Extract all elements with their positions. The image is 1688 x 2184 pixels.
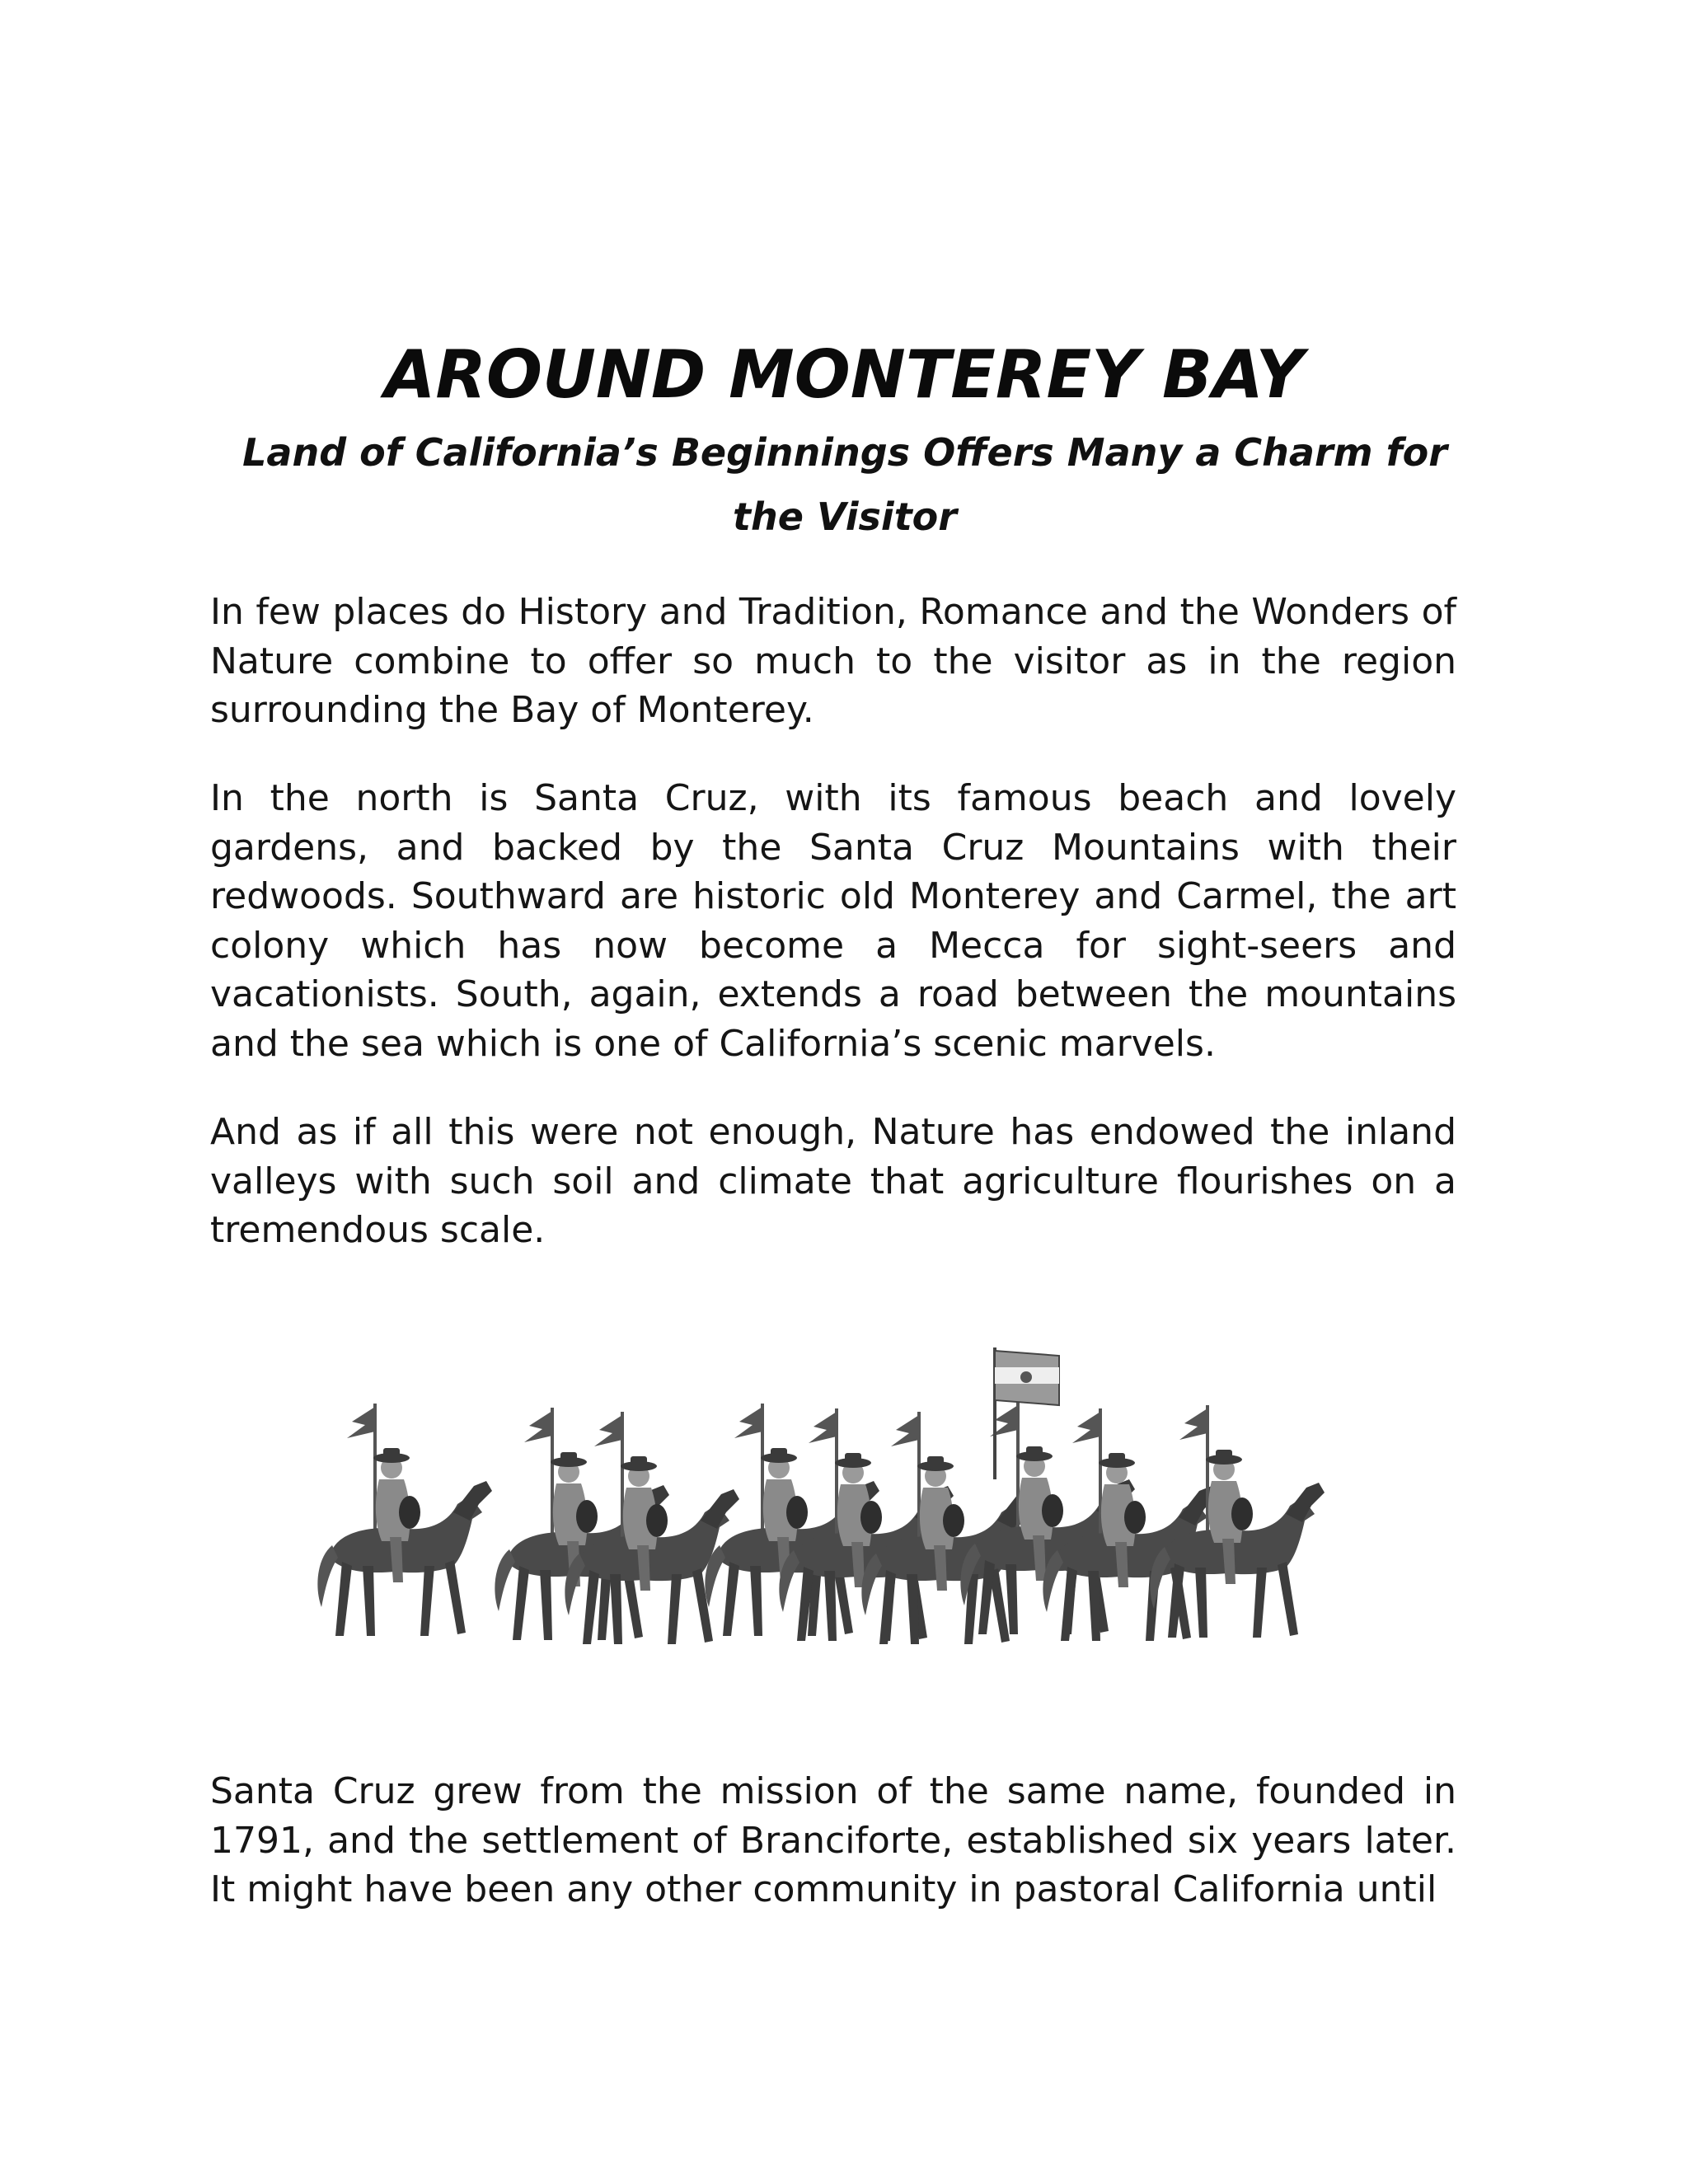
paragraph-intro: In few places do History and Tradition, Romance and the Wonders of Nature combine to offer so much to the visitor as in the region surrounding the Bay of Monterey. xyxy=(210,591,1456,731)
page-subtitle: Land of California’s Beginnings Offers Many a Charm for the Visitor xyxy=(242,430,1447,539)
paragraph-regions: In the north is Santa Cruz, with its famous beach and lovely gardens, and backed by the Santa Cruz Mountains with their redwoods. Southward are historic old Monterey and Carmel, the art colony which has now become a Mecca for sight-seers and vacationists. South, again, extends a road between the mountains and the sea which is one of California’s scenic marvels. xyxy=(210,777,1456,1065)
page-title: AROUND MONTEREY BAY xyxy=(384,336,1304,413)
horsemen-procession-illustration xyxy=(317,1339,1356,1669)
rider-8-icon xyxy=(1043,1408,1217,1641)
paragraph-agriculture: And as if all this were not enough, Nature has endowed the inland valleys with such soil and climate that agriculture flourishes on a tremendous scale. xyxy=(210,1111,1456,1251)
paragraph-santa-cruz: Santa Cruz grew from the mission of the same name, founded in 1791, and the settlement of Branciforte, established six years later. It might have been any other community in pastoral California until xyxy=(210,1770,1456,1910)
rider-1-icon xyxy=(317,1404,492,1636)
